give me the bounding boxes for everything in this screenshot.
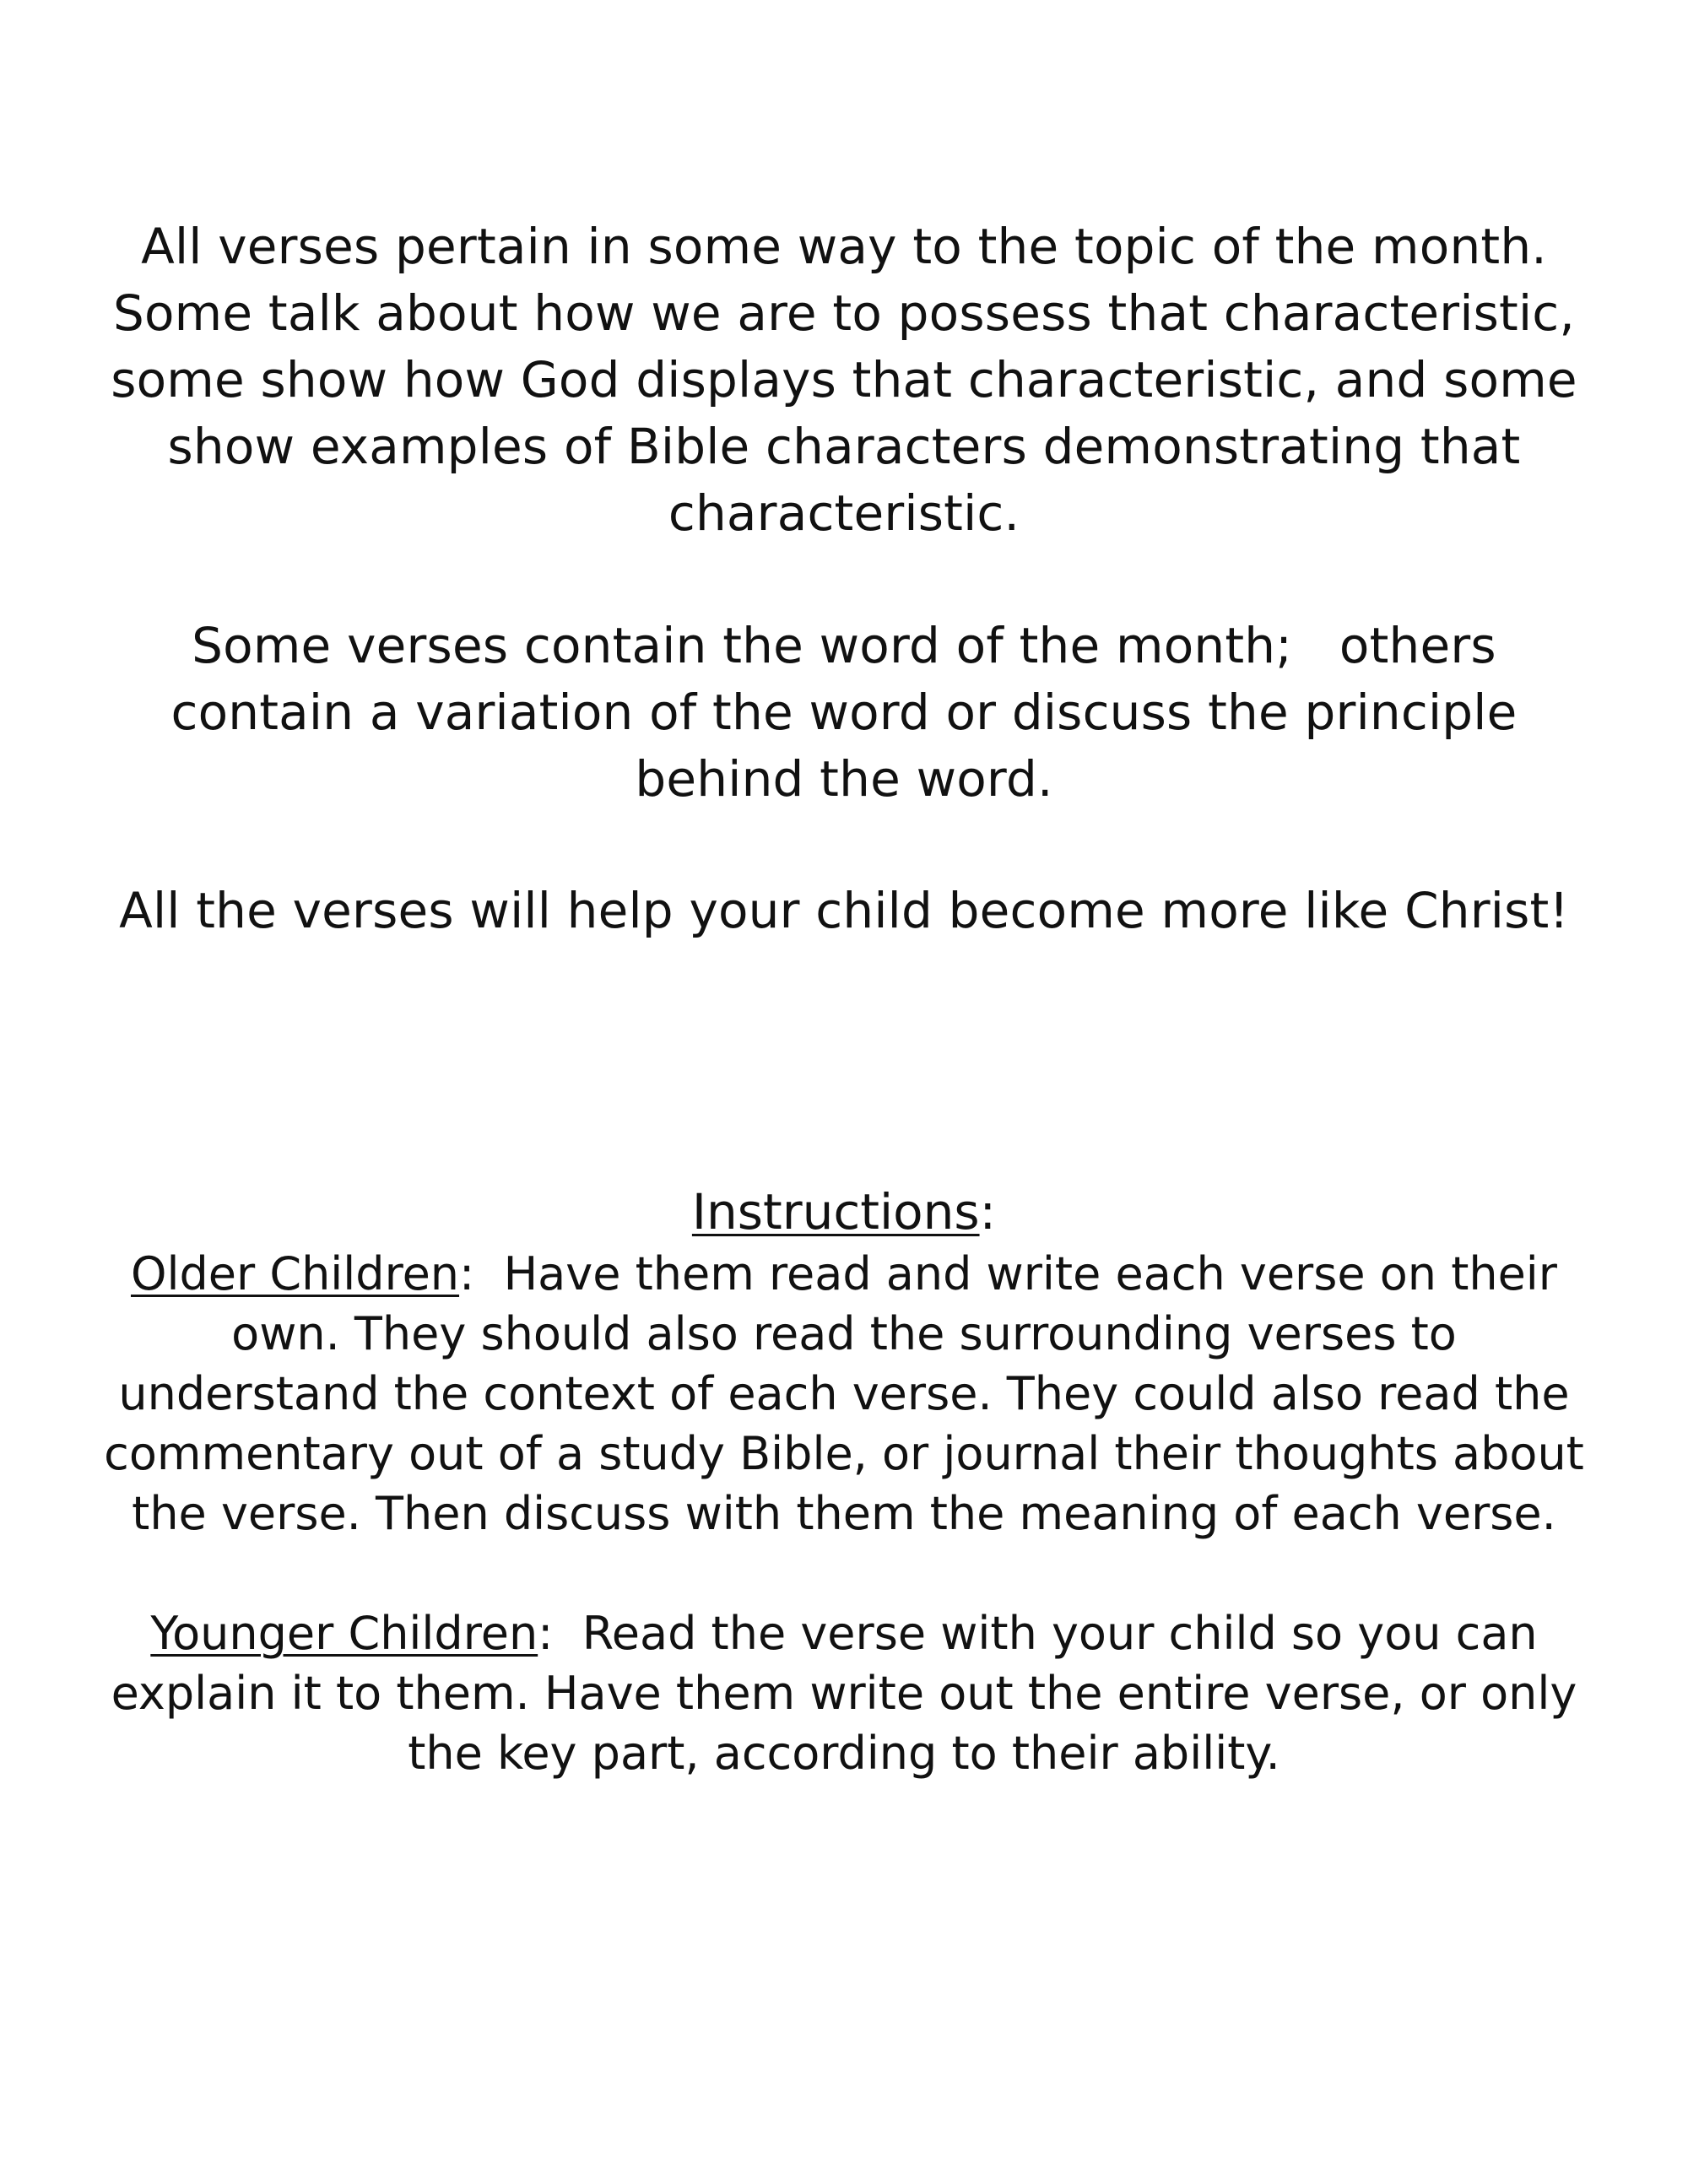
label-separator: : — [459, 1247, 504, 1300]
paragraph-text: All verses pertain in some way to the topic of the month. Some talk about how we are to possess that characteristic, some show how God displays that characteristic, and some show examples of Bible characters demonstrating that characteristic. — [111, 218, 1593, 542]
older-children-label: Older Children — [130, 1247, 460, 1300]
intro-paragraph-word — [101, 613, 1587, 813]
instructions-heading — [101, 1180, 1587, 1244]
older-children-instructions — [101, 1244, 1587, 1543]
instructions-section — [101, 1180, 1587, 1783]
label-separator: : — [538, 1607, 582, 1660]
younger-children-label: Younger Children — [150, 1607, 538, 1660]
younger-children-text: Read the verse with your child so you can explain it to them. Have them write out the entire verse, or only the key part, according to their ability. — [111, 1607, 1577, 1780]
younger-children-instructions — [101, 1603, 1587, 1783]
paragraph-text: Some verses contain the word of the month; others contain a variation of the word or discuss the principle behind the word. — [170, 617, 1534, 808]
paragraph-text: All the verses will help your child become more like Christ! — [119, 882, 1569, 939]
instructions-heading-colon: : — [979, 1183, 997, 1241]
section-spacer — [101, 1543, 1587, 1603]
older-children-text: Have them read and write each verse on their own. They should also read the surrounding verses to understand the context of each verse. They could also read the commentary out of a study Bible, or journal their thoughts about the verse. Then discuss with them the meaning of each verse. — [104, 1247, 1584, 1540]
intro-paragraph-christ — [101, 878, 1587, 944]
instructions-heading-text: Instructions — [691, 1183, 980, 1241]
intro-paragraph-topic — [101, 214, 1593, 547]
